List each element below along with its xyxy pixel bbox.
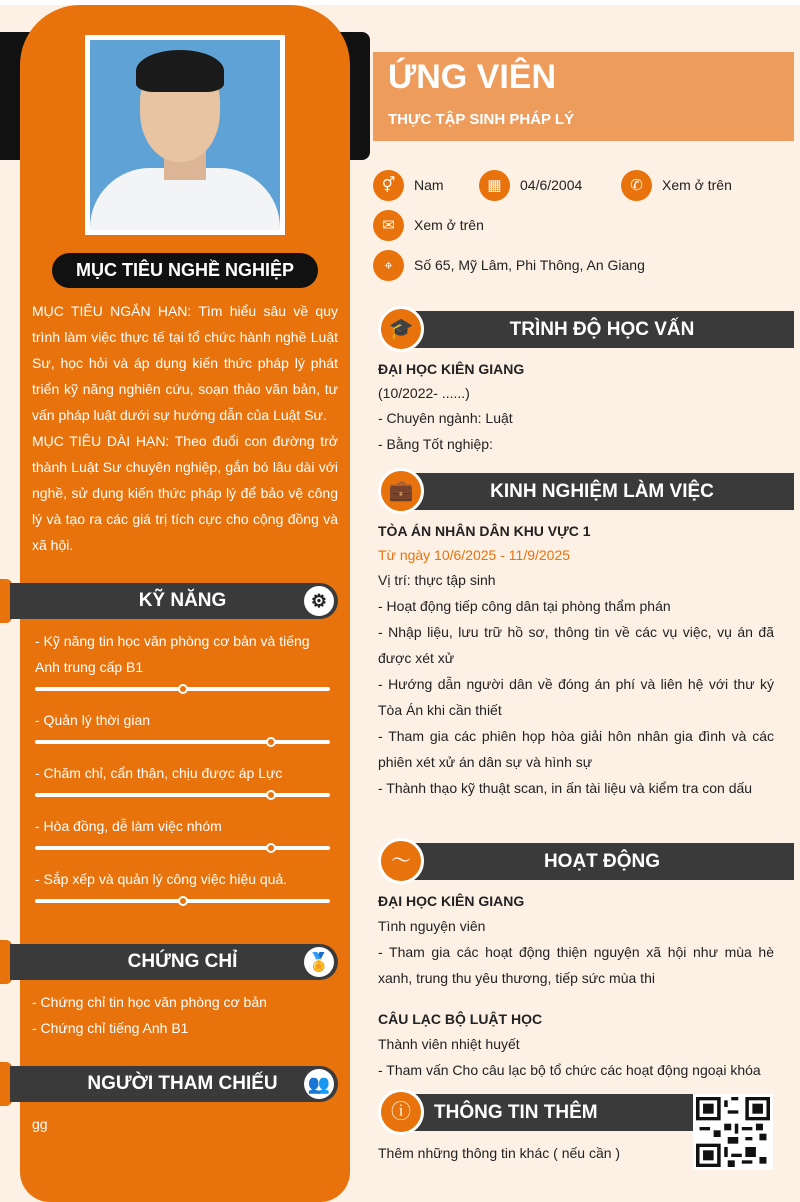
experience-item: - Thành thạo kỹ thuật scan, in ấn tài liệu và kiểm tra con dấu (378, 780, 753, 796)
skill-item: - Sắp xếp và quản lý công việc hiệu quả. (35, 871, 288, 887)
skill-item: - Hòa đồng, dễ làm việc nhóm (35, 818, 222, 834)
skill-bar (35, 740, 330, 744)
experience-period: Từ ngày 10/6/2025 - 11/9/2025 (378, 547, 571, 563)
contact-address (373, 249, 645, 281)
skill-level-dot (266, 843, 276, 853)
candidate-role: THỰC TẬP SINH PHÁP LÝ (388, 111, 575, 128)
graduation-cap-icon: 🎓 (378, 306, 424, 352)
certs-header (10, 944, 338, 980)
cert-item: - Chứng chỉ tiếng Anh B1 (32, 1020, 189, 1036)
activity-desc: - Tham gia các hoạt động thiện nguyện xã hội như mùa hè xanh, trung thu yêu thương, tiếp sức mùa thi (378, 944, 774, 986)
contact-email (373, 209, 484, 241)
experience-position: Vị trí: thực tập sinh (378, 572, 496, 588)
pulse-icon: 〜 (378, 838, 424, 884)
calendar-icon: ▦ (479, 170, 510, 201)
contact-gender (373, 169, 444, 201)
refs-text: gg (32, 1116, 48, 1132)
activities-title: HOẠT ĐỘNG (400, 843, 794, 880)
briefcase-icon: 💼 (378, 468, 424, 514)
location-icon: ⌖ (373, 250, 404, 281)
address-value: Số 65, Mỹ Lâm, Phi Thông, An Giang (414, 257, 645, 273)
gender-value: Nam (414, 177, 444, 193)
more-text: Thêm những thông tin khác ( nếu cần ) (378, 1145, 621, 1161)
experience-org: TÒA ÁN NHÂN DÂN KHU VỰC 1 (378, 523, 591, 539)
skill-level-dot (266, 737, 276, 747)
education-school: ĐẠI HỌC KIÊN GIANG (378, 361, 525, 377)
more-title: THÔNG TIN THÊM (400, 1094, 700, 1131)
skill-bar (35, 687, 330, 691)
award-icon: 🏅 (304, 947, 334, 977)
phone-value: Xem ở trên (662, 177, 732, 193)
email-value: Xem ở trên (414, 217, 484, 233)
activity-org: CÂU LẠC BỘ LUẬT HỌC (378, 1011, 543, 1027)
refs-header (10, 1066, 338, 1102)
contact-dob (479, 169, 582, 201)
experience-title: KINH NGHIỆM LÀM VIỆC (400, 473, 794, 510)
education-title: TRÌNH ĐỘ HỌC VẤN (400, 311, 794, 348)
short-term-goal: MỤC TIÊU NGẮN HẠN: Tìm hiểu sâu về quy trình làm việc thực tế tại tổ chức hành nghề Luật Sư, học hỏi và áp dụng kiến thức pháp lý phát triển kỹ năng nghiên cứu, soạn thảo văn bản, tư vấn pháp luật dưới sự hướng dẫn của Luật Sư. (32, 303, 338, 423)
experience-item: - Tham gia các phiên họp hòa giải hôn nhân gia đình và các phiên xét xử án dân sự và hình sự (378, 728, 774, 770)
skill-item: - Kỹ năng tin học văn phòng cơ bản và tiếng Anh trung cấp B1 (35, 633, 310, 675)
refs-title: NGƯỜI THAM CHIẾU (87, 1073, 278, 1094)
qr-code (693, 1094, 773, 1170)
experience-item: - Nhập liệu, lưu trữ hồ sơ, thông tin về các vụ việc, vụ án đã được xét xử (378, 624, 774, 666)
education-period: (10/2022- ......) (378, 385, 470, 401)
activity-role: Thành viên nhiệt huyết (378, 1036, 520, 1052)
skill-bar (35, 846, 330, 850)
education-degree: - Bằng Tốt nghiệp: (378, 436, 493, 452)
activity-desc: - Tham vấn Cho câu lạc bộ tổ chức các hoạt động ngoại khóa (378, 1062, 761, 1078)
gender-icon: ⚥ (373, 170, 404, 201)
experience-item: - Hoạt động tiếp công dân tại phòng thẩm phán (378, 598, 671, 614)
skill-bar (35, 793, 330, 797)
skill-level-dot (178, 896, 188, 906)
contact-phone (621, 169, 732, 201)
skill-level-dot (266, 790, 276, 800)
skills-header (10, 583, 338, 619)
users-icon: 👥 (304, 1069, 334, 1099)
skill-item: - Quản lý thời gian (35, 712, 151, 728)
cert-item: - Chứng chỉ tin học văn phòng cơ bản (32, 994, 267, 1010)
info-icon: ⓘ (378, 1089, 424, 1135)
mail-icon: ✉ (373, 210, 404, 241)
education-major: - Chuyên ngành: Luật (378, 410, 513, 426)
activity-org: ĐẠI HỌC KIÊN GIANG (378, 893, 525, 909)
gear-icon: ⚙ (304, 586, 334, 616)
long-term-goal: MỤC TIÊU DÀI HẠN: Theo đuổi con đường trở thành Luật Sư chuyên nghiệp, gắn bó lâu dài với nghề, sử dụng kiến thức pháp lý để bảo vệ công lý và tạo ra các giá trị tích cực cho cộng đồng và xã hội. (32, 433, 338, 553)
experience-item: - Hướng dẫn người dân về đóng án phí và liên hệ với thư ký Tòa Án khi cần thiết (378, 676, 774, 718)
dob-value: 04/6/2004 (520, 177, 583, 193)
phone-icon: ✆ (621, 170, 652, 201)
skill-item: - Chăm chỉ, cẩn thận, chịu được áp Lực (35, 765, 283, 781)
candidate-name: ỨNG VIÊN (388, 58, 557, 96)
skill-bar (35, 899, 330, 903)
career-goal-title: MỤC TIÊU NGHỀ NGHIỆP (52, 253, 318, 288)
activity-role: Tình nguyện viên (378, 918, 486, 934)
certs-title: CHỨNG CHỈ (127, 951, 238, 972)
skills-title: KỸ NĂNG (138, 590, 227, 611)
skill-level-dot (178, 684, 188, 694)
profile-photo (85, 35, 285, 235)
